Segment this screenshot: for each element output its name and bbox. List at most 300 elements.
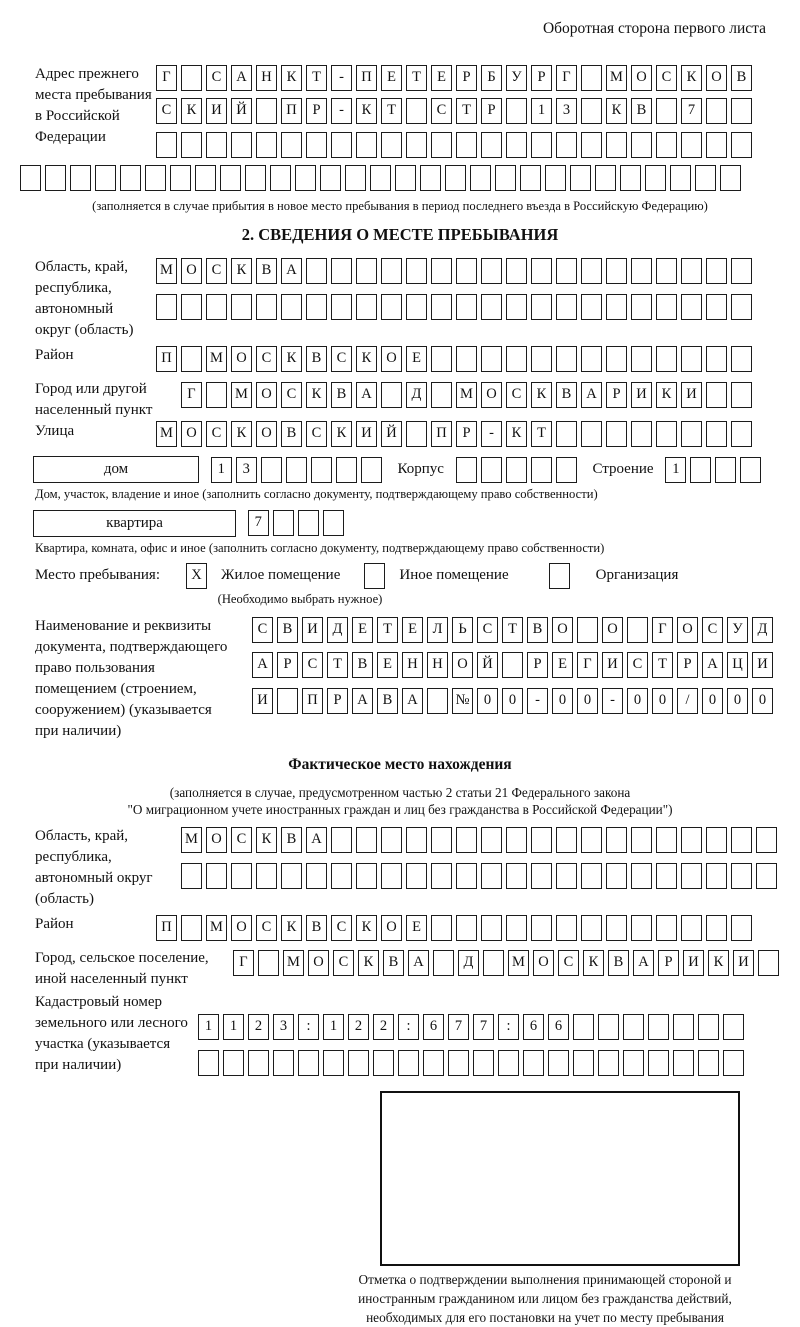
char-box[interactable]: Т xyxy=(327,652,348,678)
char-box[interactable] xyxy=(381,382,402,408)
char-box[interactable] xyxy=(433,950,454,976)
char-box[interactable] xyxy=(556,258,577,284)
char-box[interactable] xyxy=(731,294,752,320)
char-box[interactable] xyxy=(581,827,602,853)
char-box[interactable] xyxy=(406,258,427,284)
char-box[interactable] xyxy=(145,165,166,191)
char-box[interactable] xyxy=(758,950,779,976)
char-box[interactable] xyxy=(581,132,602,158)
char-box[interactable]: С xyxy=(627,652,648,678)
char-box[interactable]: 0 xyxy=(652,688,673,714)
char-box[interactable]: К xyxy=(306,382,327,408)
char-box[interactable] xyxy=(331,827,352,853)
char-box[interactable]: И xyxy=(752,652,773,678)
char-box[interactable] xyxy=(348,1050,369,1076)
char-box[interactable] xyxy=(256,863,277,889)
char-box[interactable] xyxy=(423,1050,444,1076)
char-box[interactable] xyxy=(431,294,452,320)
char-box[interactable]: К xyxy=(506,421,527,447)
char-box[interactable]: С xyxy=(256,915,277,941)
char-box[interactable] xyxy=(720,165,741,191)
char-box[interactable]: С xyxy=(306,421,327,447)
char-box[interactable]: Е xyxy=(381,65,402,91)
char-box[interactable]: Г xyxy=(181,382,202,408)
char-box[interactable] xyxy=(223,1050,244,1076)
korpus-row[interactable] xyxy=(456,461,581,477)
char-box[interactable] xyxy=(406,98,427,124)
char-box[interactable]: П xyxy=(281,98,302,124)
char-box[interactable] xyxy=(506,915,527,941)
char-box[interactable]: Н xyxy=(402,652,423,678)
char-box[interactable]: М xyxy=(283,950,304,976)
char-box[interactable]: Е xyxy=(406,915,427,941)
char-box[interactable] xyxy=(656,863,677,889)
char-box[interactable] xyxy=(456,457,477,483)
char-box[interactable]: 1 xyxy=(198,1014,219,1040)
char-box[interactable]: К xyxy=(356,346,377,372)
char-box[interactable] xyxy=(531,294,552,320)
char-box[interactable]: Н xyxy=(427,652,448,678)
char-box[interactable] xyxy=(381,827,402,853)
char-box[interactable]: О xyxy=(256,421,277,447)
char-box[interactable]: Е xyxy=(552,652,573,678)
char-box[interactable]: О xyxy=(631,65,652,91)
char-box[interactable] xyxy=(531,457,552,483)
char-box[interactable] xyxy=(731,863,752,889)
char-box[interactable] xyxy=(656,827,677,853)
char-box[interactable]: К xyxy=(181,98,202,124)
char-box[interactable]: О xyxy=(533,950,554,976)
char-box[interactable] xyxy=(706,98,727,124)
char-box[interactable] xyxy=(706,863,727,889)
char-box[interactable] xyxy=(506,457,527,483)
char-box[interactable]: - xyxy=(331,98,352,124)
char-box[interactable]: С xyxy=(156,98,177,124)
char-box[interactable] xyxy=(245,165,266,191)
char-box[interactable]: - xyxy=(481,421,502,447)
char-box[interactable] xyxy=(556,132,577,158)
char-box[interactable] xyxy=(181,294,202,320)
char-box[interactable]: Г xyxy=(652,617,673,643)
char-box[interactable]: А xyxy=(352,688,373,714)
cadastral-row-2[interactable] xyxy=(198,1049,748,1076)
char-box[interactable]: 0 xyxy=(477,688,498,714)
char-box[interactable]: С xyxy=(558,950,579,976)
char-box[interactable] xyxy=(381,863,402,889)
char-box[interactable] xyxy=(156,294,177,320)
char-box[interactable] xyxy=(573,1050,594,1076)
char-box[interactable]: 6 xyxy=(423,1014,444,1040)
char-box[interactable]: О xyxy=(256,382,277,408)
document-row-2[interactable] xyxy=(252,652,777,679)
char-box[interactable] xyxy=(648,1014,669,1040)
char-box[interactable]: С xyxy=(331,346,352,372)
char-box[interactable] xyxy=(627,617,648,643)
char-box[interactable] xyxy=(656,258,677,284)
char-box[interactable] xyxy=(577,617,598,643)
char-box[interactable]: 0 xyxy=(752,688,773,714)
char-box[interactable]: Т xyxy=(652,652,673,678)
char-box[interactable]: А xyxy=(281,258,302,284)
char-box[interactable]: В xyxy=(377,688,398,714)
char-box[interactable]: В xyxy=(256,258,277,284)
char-box[interactable] xyxy=(456,827,477,853)
char-box[interactable]: И xyxy=(681,382,702,408)
char-box[interactable]: К xyxy=(681,65,702,91)
char-box[interactable] xyxy=(706,382,727,408)
char-box[interactable] xyxy=(556,915,577,941)
char-box[interactable]: А xyxy=(408,950,429,976)
char-box[interactable]: 0 xyxy=(727,688,748,714)
char-box[interactable]: 6 xyxy=(548,1014,569,1040)
char-box[interactable]: Б xyxy=(481,65,502,91)
char-box[interactable]: 7 xyxy=(681,98,702,124)
char-box[interactable]: П xyxy=(156,346,177,372)
char-box[interactable]: И xyxy=(206,98,227,124)
char-box[interactable]: М xyxy=(456,382,477,408)
char-box[interactable]: М xyxy=(508,950,529,976)
char-box[interactable] xyxy=(598,1014,619,1040)
char-box[interactable]: А xyxy=(356,382,377,408)
char-box[interactable]: Е xyxy=(352,617,373,643)
char-box[interactable]: В xyxy=(281,827,302,853)
char-box[interactable]: Р xyxy=(481,98,502,124)
char-box[interactable] xyxy=(681,421,702,447)
char-box[interactable]: Н xyxy=(256,65,277,91)
char-box[interactable] xyxy=(731,382,752,408)
char-box[interactable] xyxy=(431,827,452,853)
char-box[interactable] xyxy=(356,132,377,158)
char-box[interactable] xyxy=(756,827,777,853)
char-box[interactable] xyxy=(548,1050,569,1076)
char-box[interactable] xyxy=(456,258,477,284)
char-box[interactable] xyxy=(206,294,227,320)
char-box[interactable] xyxy=(506,258,527,284)
char-box[interactable] xyxy=(361,457,382,483)
char-box[interactable]: 2 xyxy=(348,1014,369,1040)
char-box[interactable]: 1 xyxy=(223,1014,244,1040)
char-box[interactable]: 0 xyxy=(577,688,598,714)
char-box[interactable] xyxy=(681,258,702,284)
char-box[interactable]: Р xyxy=(306,98,327,124)
char-box[interactable] xyxy=(656,98,677,124)
district-row[interactable] xyxy=(156,345,756,372)
char-box[interactable] xyxy=(306,863,327,889)
char-box[interactable]: Р xyxy=(456,421,477,447)
char-box[interactable] xyxy=(298,1050,319,1076)
char-box[interactable] xyxy=(381,258,402,284)
char-box[interactable] xyxy=(545,165,566,191)
char-box[interactable] xyxy=(181,915,202,941)
char-box[interactable] xyxy=(431,346,452,372)
char-box[interactable]: О xyxy=(308,950,329,976)
char-box[interactable]: Ь xyxy=(452,617,473,643)
char-box[interactable] xyxy=(456,346,477,372)
char-box[interactable]: Р xyxy=(531,65,552,91)
char-box[interactable]: М xyxy=(206,346,227,372)
char-box[interactable] xyxy=(698,1014,719,1040)
char-box[interactable] xyxy=(556,346,577,372)
char-box[interactable]: Т xyxy=(502,617,523,643)
char-box[interactable] xyxy=(606,421,627,447)
char-box[interactable]: В xyxy=(383,950,404,976)
char-box[interactable] xyxy=(495,165,516,191)
char-box[interactable] xyxy=(448,1050,469,1076)
char-box[interactable]: Р xyxy=(327,688,348,714)
char-box[interactable]: Р xyxy=(277,652,298,678)
prev-address-row-1[interactable] xyxy=(156,64,756,91)
char-box[interactable]: К xyxy=(531,382,552,408)
char-box[interactable]: Е xyxy=(406,346,427,372)
char-box[interactable] xyxy=(502,652,523,678)
char-box[interactable] xyxy=(320,165,341,191)
char-box[interactable] xyxy=(306,132,327,158)
char-box[interactable] xyxy=(356,294,377,320)
char-box[interactable]: А xyxy=(252,652,273,678)
char-box[interactable] xyxy=(731,132,752,158)
char-box[interactable] xyxy=(723,1014,744,1040)
char-box[interactable] xyxy=(206,863,227,889)
char-box[interactable] xyxy=(481,346,502,372)
char-box[interactable] xyxy=(756,863,777,889)
char-box[interactable]: А xyxy=(402,688,423,714)
char-box[interactable]: К xyxy=(281,65,302,91)
char-box[interactable]: У xyxy=(506,65,527,91)
char-box[interactable] xyxy=(198,1050,219,1076)
char-box[interactable]: К xyxy=(231,258,252,284)
char-box[interactable] xyxy=(731,827,752,853)
char-box[interactable]: 1 xyxy=(665,457,686,483)
char-box[interactable]: В xyxy=(306,346,327,372)
char-box[interactable]: С xyxy=(431,98,452,124)
char-box[interactable] xyxy=(181,863,202,889)
char-box[interactable] xyxy=(206,382,227,408)
char-box[interactable]: : xyxy=(498,1014,519,1040)
char-box[interactable] xyxy=(681,915,702,941)
char-box[interactable]: Р xyxy=(527,652,548,678)
char-box[interactable]: С xyxy=(656,65,677,91)
char-box[interactable] xyxy=(648,1050,669,1076)
char-box[interactable] xyxy=(706,294,727,320)
char-box[interactable] xyxy=(295,165,316,191)
char-box[interactable]: К xyxy=(656,382,677,408)
char-box[interactable] xyxy=(723,1050,744,1076)
factual-district-row[interactable] xyxy=(156,914,756,941)
char-box[interactable] xyxy=(206,132,227,158)
char-box[interactable] xyxy=(281,863,302,889)
char-box[interactable]: Р xyxy=(606,382,627,408)
char-box[interactable]: С xyxy=(506,382,527,408)
char-box[interactable]: Д xyxy=(752,617,773,643)
char-box[interactable] xyxy=(731,915,752,941)
char-box[interactable] xyxy=(506,98,527,124)
char-box[interactable]: Р xyxy=(677,652,698,678)
char-box[interactable]: П xyxy=(356,65,377,91)
char-box[interactable] xyxy=(331,294,352,320)
char-box[interactable]: П xyxy=(302,688,323,714)
char-box[interactable]: А xyxy=(581,382,602,408)
char-box[interactable] xyxy=(670,165,691,191)
char-box[interactable] xyxy=(181,346,202,372)
char-box[interactable] xyxy=(595,165,616,191)
char-box[interactable] xyxy=(731,421,752,447)
char-box[interactable]: Й xyxy=(477,652,498,678)
char-box[interactable]: В xyxy=(631,98,652,124)
char-box[interactable] xyxy=(631,827,652,853)
char-box[interactable]: - xyxy=(331,65,352,91)
char-box[interactable] xyxy=(231,132,252,158)
char-box[interactable]: К xyxy=(358,950,379,976)
char-box[interactable] xyxy=(531,915,552,941)
char-box[interactable] xyxy=(623,1014,644,1040)
char-box[interactable] xyxy=(631,915,652,941)
char-box[interactable] xyxy=(481,863,502,889)
char-box[interactable] xyxy=(681,294,702,320)
char-box[interactable] xyxy=(406,294,427,320)
char-box[interactable] xyxy=(531,132,552,158)
char-box[interactable] xyxy=(481,132,502,158)
char-box[interactable]: С xyxy=(333,950,354,976)
char-box[interactable] xyxy=(656,294,677,320)
char-box[interactable] xyxy=(345,165,366,191)
char-box[interactable] xyxy=(698,1050,719,1076)
prev-address-row-4[interactable] xyxy=(20,165,780,192)
char-box[interactable] xyxy=(623,1050,644,1076)
char-box[interactable]: В xyxy=(608,950,629,976)
char-box[interactable] xyxy=(445,165,466,191)
char-box[interactable] xyxy=(306,258,327,284)
char-box[interactable] xyxy=(598,1050,619,1076)
char-box[interactable]: - xyxy=(602,688,623,714)
char-box[interactable] xyxy=(681,863,702,889)
char-box[interactable] xyxy=(523,1050,544,1076)
char-box[interactable] xyxy=(631,258,652,284)
char-box[interactable]: X xyxy=(186,563,207,589)
char-box[interactable]: С xyxy=(206,421,227,447)
char-box[interactable] xyxy=(695,165,716,191)
char-box[interactable] xyxy=(483,950,504,976)
char-box[interactable] xyxy=(195,165,216,191)
char-box[interactable] xyxy=(427,688,448,714)
char-box[interactable]: Й xyxy=(231,98,252,124)
char-box[interactable] xyxy=(656,915,677,941)
char-box[interactable]: Ц xyxy=(727,652,748,678)
char-box[interactable]: 0 xyxy=(552,688,573,714)
char-box[interactable]: 6 xyxy=(523,1014,544,1040)
char-box[interactable]: И xyxy=(683,950,704,976)
char-box[interactable] xyxy=(606,827,627,853)
char-box[interactable] xyxy=(398,1050,419,1076)
char-box[interactable] xyxy=(631,294,652,320)
char-box[interactable]: В xyxy=(527,617,548,643)
char-box[interactable] xyxy=(706,132,727,158)
char-box[interactable]: О xyxy=(552,617,573,643)
char-box[interactable] xyxy=(531,258,552,284)
char-box[interactable]: Й xyxy=(381,421,402,447)
char-box[interactable] xyxy=(331,863,352,889)
char-box[interactable] xyxy=(481,457,502,483)
char-box[interactable]: И xyxy=(631,382,652,408)
char-box[interactable]: - xyxy=(527,688,548,714)
char-box[interactable] xyxy=(261,457,282,483)
char-box[interactable] xyxy=(231,294,252,320)
char-box[interactable] xyxy=(273,510,294,536)
char-box[interactable]: К xyxy=(281,915,302,941)
char-box[interactable] xyxy=(281,294,302,320)
char-box[interactable] xyxy=(298,510,319,536)
char-box[interactable] xyxy=(681,346,702,372)
char-box[interactable] xyxy=(258,950,279,976)
char-box[interactable] xyxy=(606,346,627,372)
factual-city-row[interactable] xyxy=(233,950,783,977)
char-box[interactable] xyxy=(286,457,307,483)
char-box[interactable] xyxy=(273,1050,294,1076)
char-box[interactable]: 0 xyxy=(627,688,648,714)
char-box[interactable] xyxy=(581,346,602,372)
char-box[interactable] xyxy=(556,827,577,853)
char-box[interactable]: 2 xyxy=(373,1014,394,1040)
char-box[interactable] xyxy=(156,132,177,158)
char-box[interactable]: С xyxy=(331,915,352,941)
char-box[interactable] xyxy=(556,457,577,483)
char-box[interactable] xyxy=(706,827,727,853)
prev-address-row-3[interactable] xyxy=(156,131,756,158)
char-box[interactable] xyxy=(481,258,502,284)
char-box[interactable]: Г xyxy=(577,652,598,678)
char-box[interactable]: П xyxy=(431,421,452,447)
char-box[interactable]: О xyxy=(231,915,252,941)
char-box[interactable] xyxy=(556,421,577,447)
char-box[interactable] xyxy=(520,165,541,191)
char-box[interactable]: С xyxy=(477,617,498,643)
char-box[interactable]: 7 xyxy=(473,1014,494,1040)
char-box[interactable] xyxy=(356,258,377,284)
char-box[interactable]: Д xyxy=(327,617,348,643)
char-box[interactable] xyxy=(656,421,677,447)
char-box[interactable] xyxy=(740,457,761,483)
char-box[interactable]: Г xyxy=(556,65,577,91)
char-box[interactable]: 7 xyxy=(448,1014,469,1040)
char-box[interactable]: М xyxy=(181,827,202,853)
region-row-1[interactable] xyxy=(156,257,756,284)
char-box[interactable] xyxy=(95,165,116,191)
char-box[interactable] xyxy=(170,165,191,191)
char-box[interactable]: М xyxy=(606,65,627,91)
char-box[interactable] xyxy=(581,863,602,889)
char-box[interactable] xyxy=(581,65,602,91)
char-box[interactable]: У xyxy=(727,617,748,643)
char-box[interactable] xyxy=(606,258,627,284)
char-box[interactable]: И xyxy=(602,652,623,678)
char-box[interactable] xyxy=(395,165,416,191)
char-box[interactable]: 1 xyxy=(211,457,232,483)
char-box[interactable]: О xyxy=(706,65,727,91)
checkbox-organizaciya[interactable] xyxy=(549,563,570,590)
char-box[interactable]: 1 xyxy=(531,98,552,124)
char-box[interactable]: О xyxy=(381,915,402,941)
char-box[interactable] xyxy=(364,563,385,589)
char-box[interactable]: В xyxy=(306,915,327,941)
char-box[interactable]: В xyxy=(331,382,352,408)
char-box[interactable] xyxy=(456,294,477,320)
char-box[interactable] xyxy=(373,1050,394,1076)
char-box[interactable]: П xyxy=(156,915,177,941)
char-box[interactable]: О xyxy=(481,382,502,408)
char-box[interactable]: О xyxy=(381,346,402,372)
char-box[interactable]: С xyxy=(302,652,323,678)
char-box[interactable] xyxy=(431,258,452,284)
char-box[interactable] xyxy=(606,294,627,320)
